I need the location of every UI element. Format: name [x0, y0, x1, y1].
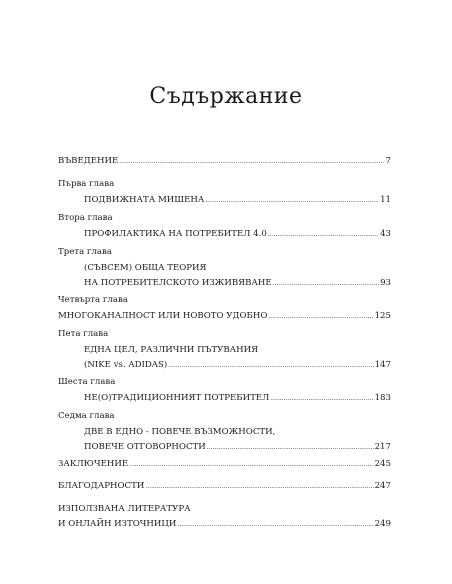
toc-line-text: (СЪВСЕМ) ОБЩА ТЕОРИЯ	[84, 263, 207, 273]
toc-line	[58, 263, 391, 274]
leader-dots	[268, 229, 379, 240]
toc-page-number: 247	[374, 481, 391, 491]
toc-line	[58, 156, 391, 167]
leader-dots	[273, 278, 379, 289]
page-title: Съдържание	[149, 84, 303, 109]
toc-line	[58, 311, 391, 322]
toc-page-number: 245	[374, 459, 391, 469]
leader-dots	[129, 459, 373, 470]
chapter-label: Пета глава	[58, 329, 109, 339]
toc-line	[58, 278, 391, 289]
toc-entry-conclusion[interactable]	[58, 459, 391, 470]
toc-page-number: 11	[380, 195, 391, 205]
leader-dots	[145, 481, 373, 492]
toc-page-number: 217	[374, 442, 391, 452]
toc-page-number: 147	[374, 360, 391, 370]
toc-entry-acknowledgements[interactable]	[58, 481, 391, 492]
chapter-label: Първа глава	[58, 179, 115, 189]
toc-entry-chapter-2[interactable]	[58, 213, 391, 240]
toc-line-text: И ОНЛАЙН ИЗТОЧНИЦИ	[58, 519, 177, 529]
leader-dots	[119, 156, 384, 167]
toc-line	[58, 442, 391, 453]
toc-page-number: 183	[374, 393, 391, 403]
toc-line-text: НА ПОТРЕБИТЕЛСКОТО ИЗЖИВЯВАНЕ	[84, 278, 272, 288]
toc-page-number: 249	[374, 519, 391, 529]
toc-line-text: ЕДНА ЦЕЛ, РАЗЛИЧНИ ПЪТУВАНИЯ	[84, 345, 259, 355]
toc-line-text: ЗАКЛЮЧЕНИЕ	[58, 459, 129, 469]
leader-dots	[205, 195, 379, 206]
toc-page-number: 125	[374, 311, 391, 321]
toc-line	[58, 195, 391, 206]
toc-entry-chapter-3[interactable]	[58, 247, 391, 289]
chapter-label: Трета глава	[58, 247, 112, 257]
toc-page-number: 93	[380, 278, 391, 288]
toc-line	[58, 427, 391, 438]
toc-page-number: 43	[380, 229, 391, 239]
toc-entry-chapter-1[interactable]	[58, 179, 391, 206]
toc-line-text: МНОГОКАНАЛНОСТ ИЛИ НОВОТО УДОБНО	[58, 311, 268, 321]
toc-line	[58, 504, 391, 515]
toc-line	[58, 519, 391, 530]
toc-line	[58, 345, 391, 356]
toc-page-number: 7	[385, 156, 391, 166]
toc-entry-chapter-5[interactable]	[58, 329, 391, 371]
toc-entry-bibliography[interactable]	[58, 504, 391, 530]
toc-line	[58, 360, 391, 371]
chapter-label: Седма глава	[58, 411, 115, 421]
leader-dots	[270, 393, 373, 404]
leader-dots	[168, 360, 373, 371]
toc-line	[58, 459, 391, 470]
toc-line-text: ИЗПОЛЗВАНА ЛИТЕРАТУРА	[58, 504, 191, 514]
chapter-label: Четвърта глава	[58, 295, 128, 305]
toc-line	[58, 393, 391, 404]
chapter-label: Шеста глава	[58, 377, 116, 387]
toc-line-text: ПОДВИЖНАТА МИШЕНА	[84, 195, 205, 205]
toc-line	[58, 229, 391, 240]
toc-entry-chapter-4[interactable]	[58, 295, 391, 322]
toc-line-text: (NIKE vs. ADIDAS)	[84, 360, 168, 370]
leader-dots	[177, 519, 373, 530]
leader-dots	[268, 311, 373, 322]
toc-line-text: ВЪВЕДЕНИЕ	[58, 156, 119, 166]
toc-entry-chapter-7[interactable]	[58, 411, 391, 453]
toc-entry-chapter-6[interactable]	[58, 377, 391, 404]
toc-line-text: ДВЕ В ЕДНО - ПОВЕЧЕ ВЪЗМОЖНОСТИ,	[84, 427, 276, 437]
toc-line-text: НЕ(О)ТРАДИЦИОННИЯТ ПОТРЕБИТЕЛ	[84, 393, 270, 403]
toc-line	[58, 481, 391, 492]
leader-dots	[207, 442, 374, 453]
chapter-label: Втора глава	[58, 213, 113, 223]
toc-line-text: ПРОФИЛАКТИКА НА ПОТРЕБИТЕЛ 4.0	[84, 229, 267, 239]
toc-line-text: БЛАГОДАРНОСТИ	[58, 481, 145, 491]
toc-entry-introduction[interactable]	[58, 156, 391, 167]
toc-line-text: ПОВЕЧЕ ОТГОВОРНОСТИ	[84, 442, 206, 452]
